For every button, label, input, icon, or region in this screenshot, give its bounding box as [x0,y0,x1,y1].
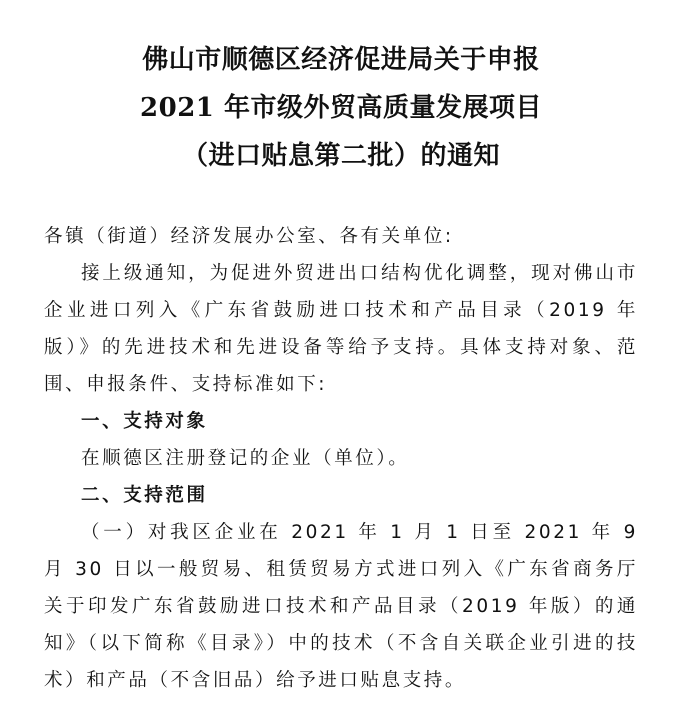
title-line-2: 2021 年市级外贸高质量发展项目 [140,93,542,123]
section-body-support-scope: （一）对我区企业在 2021 年 1 月 1 日至 2021 年 9 月 30 日以一般贸易、租赁贸易方式进口列入《广东省商务厅关于印发广东省鼓励进口技术和产品目录（2019 年版）的通知》（以下简称《目录》）中的技术（不含自关联企业引进的技术）和产品（不含旧品）给予进口贴息支持。 [44,522,638,691]
title-line-1: 佛山市顺德区经济促进局关于申报 [142,45,540,75]
section-heading-support-target: 一、支持对象 [81,411,208,432]
intro-paragraph: 接上级通知，为促进外贸进出口结构优化调整，现对佛山市企业进口列入《广东省鼓励进口技术和产品目录（2019 年版）》的先进技术和先进设备等给予支持。具体支持对象、范围、申报条件、支持标准如下: [44,263,638,395]
title-line-3: （进口贴息第二批）的通知 [181,141,500,171]
salutation: 各镇（街道）经济发展办公室、各有关单位: [44,226,454,247]
section-heading-support-scope: 二、支持范围 [81,485,208,506]
document-title [44,36,638,180]
document-body [44,218,638,699]
section-body-support-target: 在顺德区注册登记的企业（单位）。 [81,448,410,469]
